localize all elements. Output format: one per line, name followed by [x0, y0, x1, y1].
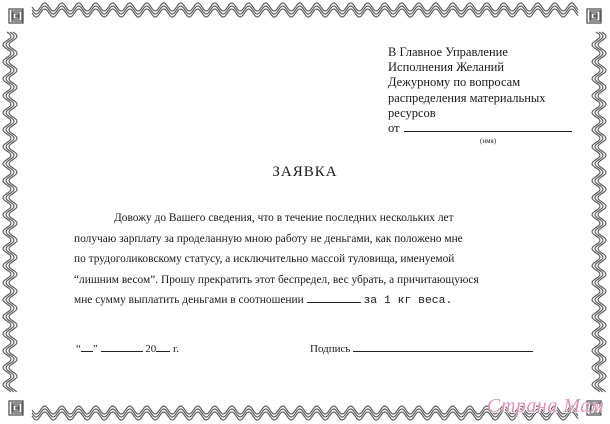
body-line-2: получаю зарплату за проделанную мною работу не деньгами, как положено мне	[74, 232, 463, 245]
corner-spiral	[16, 15, 18, 17]
body-line-4: “лишним весом”. Прошу прекратить этот беспредел, вес убрать, а причитающуюся	[74, 273, 479, 286]
left-wave-border	[3, 32, 17, 392]
year-prefix: 20	[145, 343, 157, 355]
signature-label: Подпись	[310, 343, 351, 355]
top-wave-border	[32, 3, 578, 17]
body-line-5	[74, 290, 574, 312]
body-line-5-start: мне сумму выплатить деньгами в соотношении	[74, 294, 304, 306]
address-line-3: Дежурному по вопросам	[388, 75, 521, 90]
address-line-5: ресурсов	[388, 105, 436, 120]
site-watermark: Страна Мам	[486, 395, 604, 417]
signature-row	[310, 341, 533, 355]
date-row	[76, 341, 179, 355]
from-label: от	[388, 121, 400, 136]
name-caption: (имя)	[480, 137, 497, 145]
address-line-4: распределения материальных	[388, 90, 546, 105]
year-suffix: г.	[173, 343, 180, 355]
from-row	[388, 121, 598, 136]
body-line-5-ratio: за 1 кг веса.	[363, 295, 453, 307]
addressee-block	[388, 45, 598, 136]
corner-spiral	[594, 15, 596, 17]
address-line-1: В Главное Управление	[388, 45, 508, 59]
quote-open: “	[76, 343, 81, 355]
day-field[interactable]	[81, 341, 93, 352]
body-line-3: по трудоголиковскому статусу, а исключительно массой туловища, именуемой	[74, 253, 455, 265]
signature-field[interactable]	[353, 341, 533, 352]
quote-close: ”	[92, 343, 98, 355]
corner-spiral	[16, 407, 18, 409]
body-line-1: Довожу до Вашего сведения, что в течение последних нескольких лет	[114, 212, 454, 224]
year-field[interactable]	[156, 341, 170, 352]
ratio-blank-field[interactable]	[307, 292, 361, 303]
address-line-2: Исполнения Желаний	[388, 60, 505, 75]
request-body	[74, 208, 574, 312]
document-title: ЗАЯВКА	[272, 164, 338, 180]
from-name-field[interactable]	[404, 121, 572, 132]
month-field[interactable]	[101, 341, 143, 352]
